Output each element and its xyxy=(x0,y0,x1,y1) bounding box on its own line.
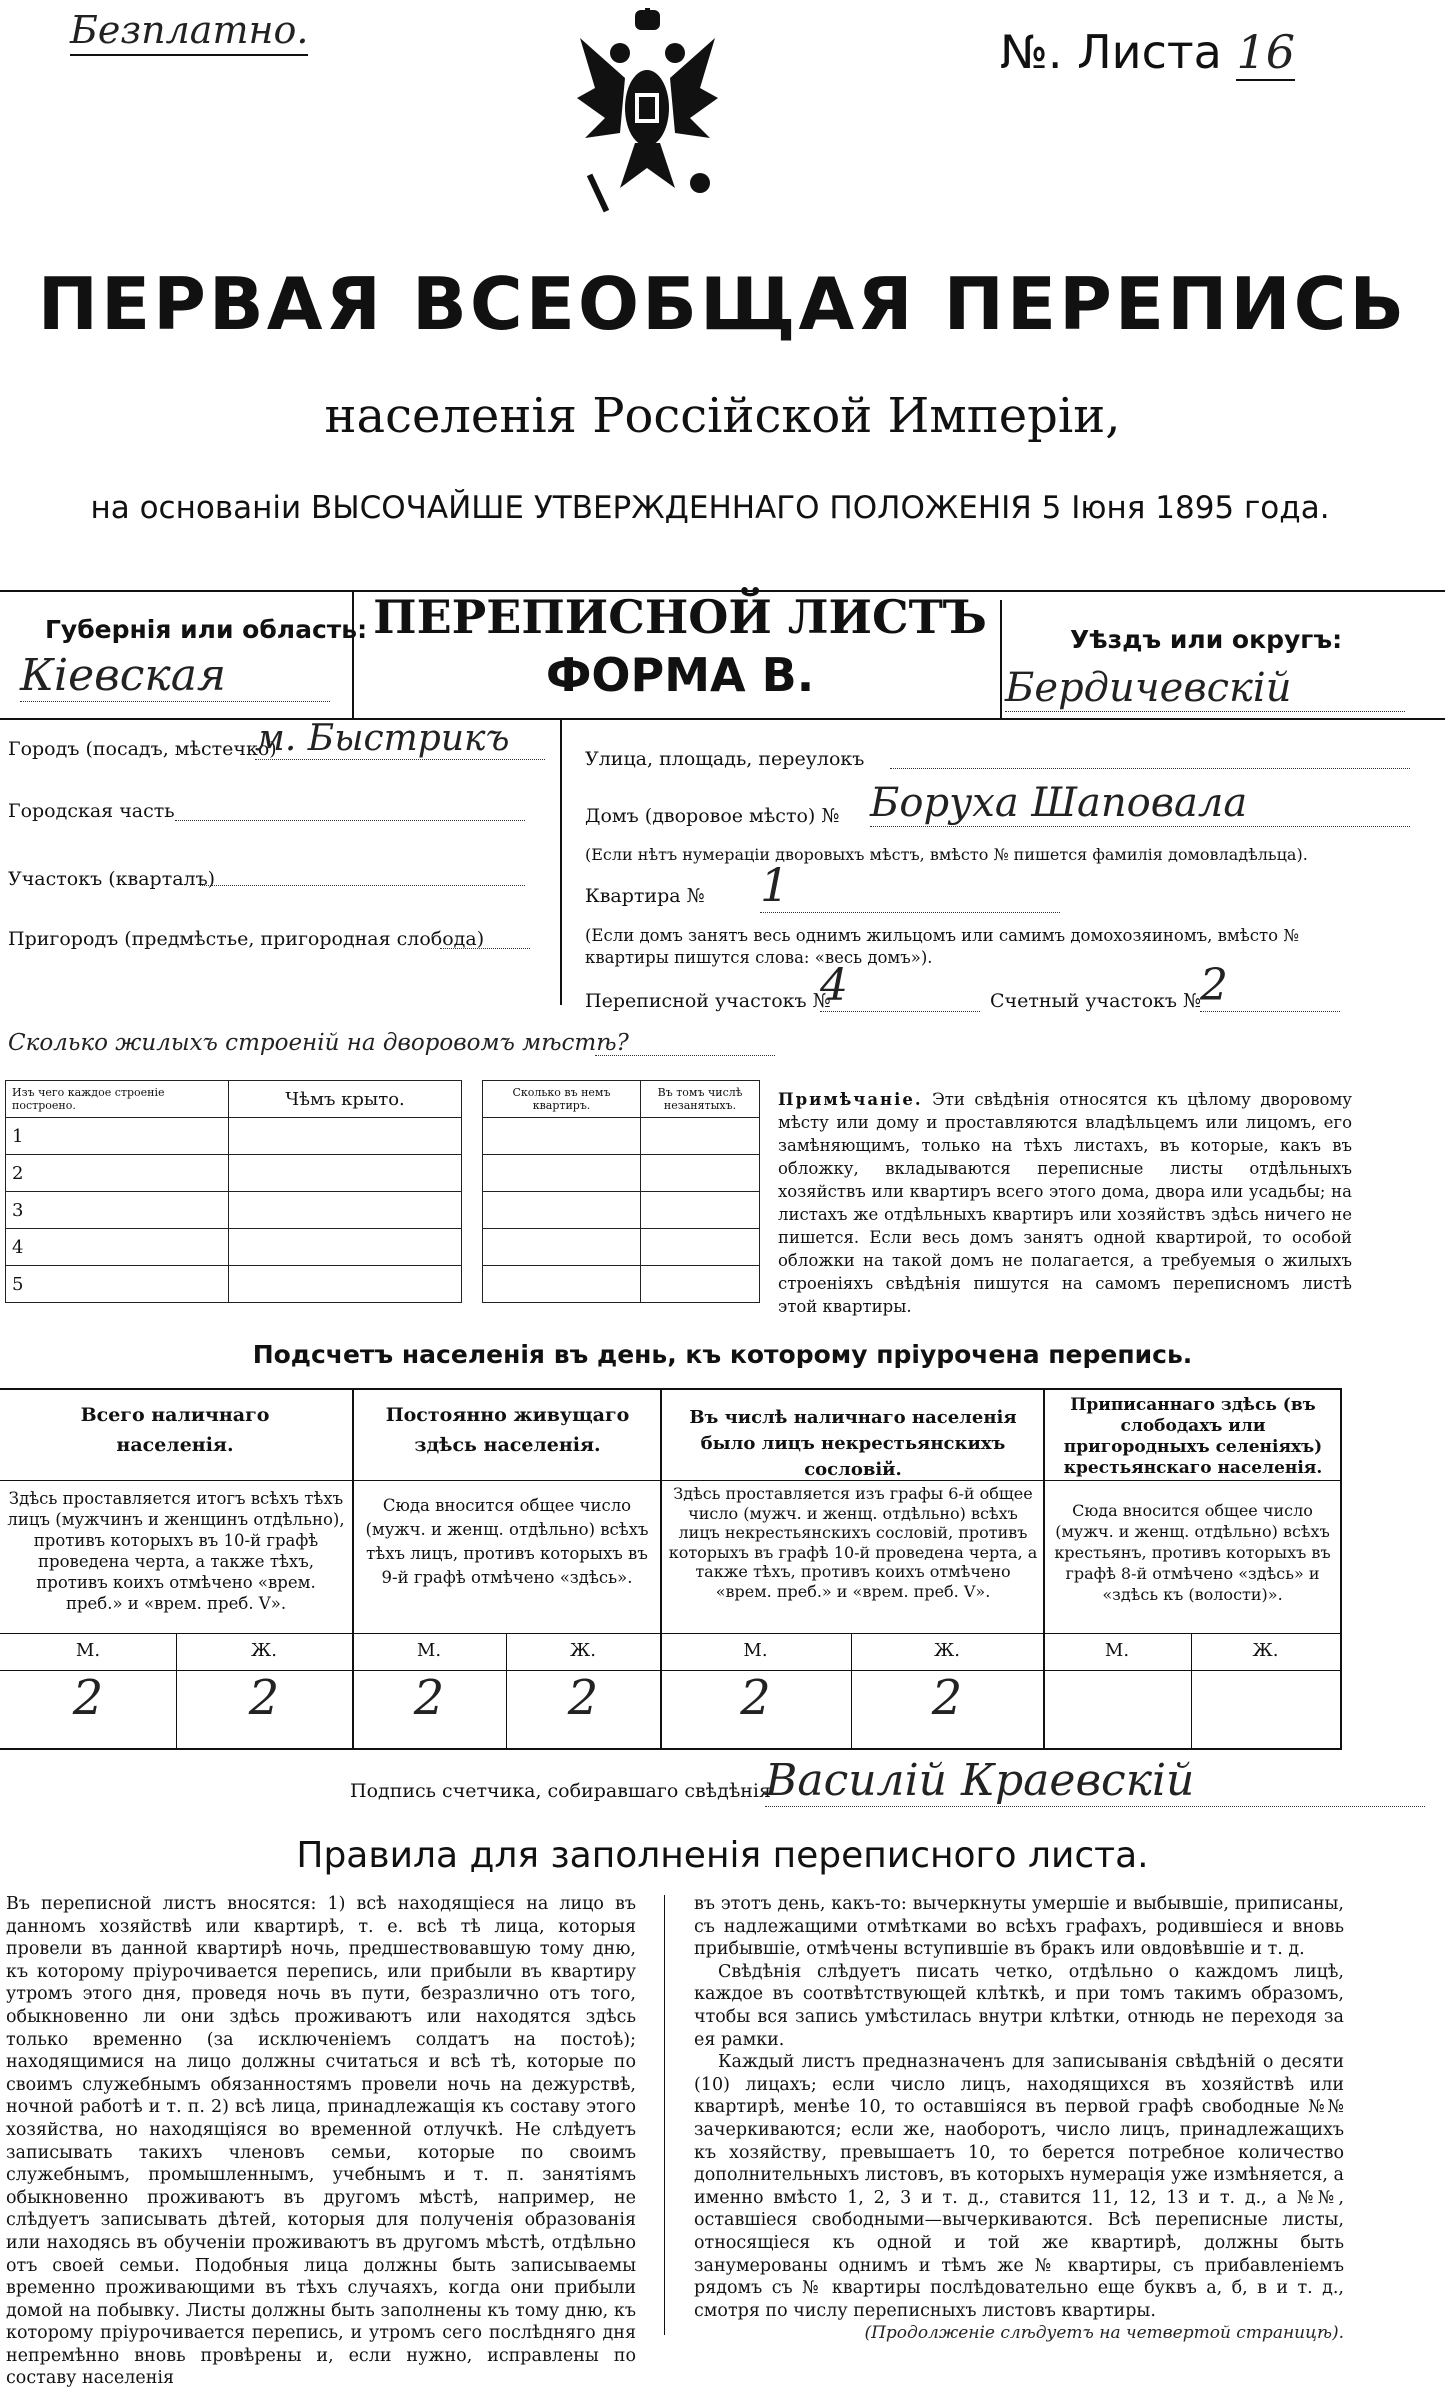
pop-col3-m-value: 2 xyxy=(740,1670,771,1726)
buildings-question: Сколько жилыхъ строеній на дворовомъ мѣстѣ? xyxy=(8,1030,629,1056)
pop-col3-zh-label: Ж. xyxy=(934,1640,960,1661)
pop-col4-header: Приписаннаго здѣсь (въ слободахъ или пригородныхъ селеніяхъ) крестьянскаго населенія. xyxy=(1063,1395,1323,1478)
pop-col2-zh-value: 2 xyxy=(567,1670,599,1726)
pop-col1-m-label: М. xyxy=(75,1640,101,1661)
form-type: ФОРМА В. xyxy=(545,648,815,702)
buildings-header-material: Изъ чего каждое строеніе построено. xyxy=(6,1081,229,1118)
pop-col1-desc: Здѣсь проставляется итогъ всѣхъ тѣхъ лицъ (мужчинъ и женщинъ отдѣльно), противъ которыхъ въ 10-й графѣ проведена черта, а также тѣхъ, противъ коихъ отмѣчено «врем. преб.» и «врем. преб. V». xyxy=(7,1489,345,1613)
counting-district-value: 2 xyxy=(1200,960,1340,1012)
province-label: Губернія или область: xyxy=(45,615,368,644)
buildings-header-roof: Чѣмъ крыто. xyxy=(229,1081,462,1118)
rules-continued: (Продолженіе слѣдуетъ на четвертой страницѣ). xyxy=(864,2323,1344,2344)
pop-col3-m-label: М. xyxy=(743,1640,768,1661)
pop-col1-zh-label: Ж. xyxy=(251,1640,277,1661)
pop-col3-desc: Здѣсь проставляется изъ графы 6-й общее число (мужч. и женщ. отдѣльно) всѣхъ лицъ некрестьянскихъ сословій, противъ которыхъ въ графѣ 10-й проведена черта, а также тѣхъ, противъ коихъ отмѣчено «врем. преб.» и «врем. преб. V». xyxy=(668,1484,1038,1601)
table-row: 5 xyxy=(6,1266,760,1303)
signature-label: Подпись счетчика, собиравшаго свѣдѣнія xyxy=(350,1780,771,1802)
table-row: 4 xyxy=(6,1229,760,1266)
apartment-label: Квартира № xyxy=(585,885,705,907)
table-row: 1 xyxy=(6,1118,760,1155)
pop-col3-header: Въ числѣ наличнаго населенія было лицъ некрестьянскихъ сословій. xyxy=(689,1407,1017,1480)
province-value: Кіевская xyxy=(20,650,330,702)
rules-right-p1: въ этотъ день, какъ-то: вычеркнуты умершіе и выбывшіе, приписаны, съ надлежащими отмѣтками во всѣхъ графахъ, родившіеся и вновь прибывшіе, отмѣчены вступившіе въ бракъ или овдовѣвшіе и т. д. xyxy=(694,1894,1344,1960)
free-label: Безплатно. xyxy=(70,8,308,56)
pop-col4-zh-label: Ж. xyxy=(1252,1640,1279,1661)
house-note: (Если нѣтъ нумераціи дворовыхъ мѣстъ, вмѣсто № пишется фамилія домовладѣльца). xyxy=(585,845,1308,864)
precinct-label: Участокъ (кварталъ) xyxy=(8,868,216,890)
city-value: м. Быстрикъ xyxy=(255,718,545,760)
sheet-number xyxy=(1000,25,1295,79)
census-title: ПЕРВАЯ ВСЕОБЩАЯ ПЕРЕПИСЬ xyxy=(37,262,1408,346)
district-label: Уѣздъ или округъ: xyxy=(1070,625,1343,654)
pop-col2-header: Постоянно живущаго здѣсь населенія. xyxy=(385,1404,630,1456)
pop-col3-zh-value: 2 xyxy=(931,1670,963,1726)
city-part-label: Городская часть xyxy=(8,800,175,822)
pop-col1-header: Всего наличнаго населенія. xyxy=(80,1404,270,1456)
suburb-label: Пригородъ (предмѣстье, пригородная слобода) xyxy=(8,928,485,950)
street-label: Улица, площадь, переулокъ xyxy=(585,748,865,770)
table-row: 2 xyxy=(6,1155,760,1192)
pop-col2-m-label: М. xyxy=(416,1640,442,1661)
district-value: Бердичевскій xyxy=(1005,665,1405,712)
house-label: Домъ (дворовое мѣсто) № xyxy=(585,805,840,827)
buildings-header-apartments: Сколько въ немъ квартиръ. xyxy=(483,1081,641,1118)
census-district-value: 4 xyxy=(820,960,980,1012)
sheet-number-value: 16 xyxy=(1236,25,1296,79)
pop-col1-zh-value: 2 xyxy=(248,1670,280,1726)
city-label: Городъ (посадъ, мѣстечко) xyxy=(8,738,277,760)
pop-col2-desc: Сюда вносится общее число (мужч. и женщ. отдѣльно) всѣхъ тѣхъ лицъ, противъ которыхъ въ 9-й графѣ отмѣчено «здѣсь». xyxy=(365,1496,649,1587)
census-district-label: Переписной участокъ № xyxy=(585,990,831,1012)
form-name: ПЕРЕПИСНОЙ ЛИСТЪ xyxy=(373,590,987,644)
imperial-eagle-emblem xyxy=(575,8,720,218)
pop-col2-m-value: 2 xyxy=(413,1670,445,1726)
census-subtitle: населенія Россійской Имперіи, xyxy=(324,388,1121,444)
buildings-header-vacant: Въ томъ числѣ незанятыхъ. xyxy=(641,1081,760,1118)
rules-left-column: Въ переписной листъ вносятся: 1) всѣ находящіеся на лицо въ данномъ хозяйствѣ или квартирѣ, т. е. всѣ тѣ лица, которыя провели въ данной квартирѣ ночь, предшествовавшую тому дню, къ которому пріурочивается перепись, или прибыли въ квартиру утромъ этого дня, проведя ночь въ пути, безразлично отъ того, обыкновенно ли они здѣсь проживаютъ или находятся здѣсь только временно (за исключеніемъ солдатъ на постоѣ); находящимися на лицо должны считаться и всѣ тѣ, которые по своимъ служебнымъ обязанностямъ провели ночь на дежурствѣ, ночной работѣ и т. п. 2) всѣ лица, принадлежащія къ составу этого хозяйства, но находящіяся во временной отлучкѣ. Не слѣдуетъ записывать такихъ членовъ семьи, которые по своимъ служебнымъ, промышленнымъ, учебнымъ и т. п. занятіямъ обыкновенно проживаютъ въ другомъ мѣстѣ, например, не слѣдуетъ записывать дѣтей, которыя для полученія образованія или находясь въ обученіи проживаютъ въ другомъ мѣстѣ, отдѣльно отъ своей семьи. Подобныя лица должны быть записываемы временно проживающими въ тѣхъ случаяхъ, когда они прибыли домой на побывку. Листы должны быть заполнены къ тому дню, къ которому пріурочивается перепись, и утромъ сего послѣдняго дня непремѣнно вновь провѣрены и, если нужно, исправлены по составу населенія xyxy=(6,1894,636,2389)
house-value: Боруха Шаповала xyxy=(870,780,1410,827)
apartment-value: 1 xyxy=(760,858,1060,913)
table-row: 3 xyxy=(6,1192,760,1229)
pop-col4-m-label: М. xyxy=(1104,1640,1130,1661)
pop-col1-m-value: 2 xyxy=(72,1670,104,1726)
sheet-number-label: №. Листа xyxy=(1000,25,1222,79)
signature-value: Василій Краевскій xyxy=(765,1755,1425,1807)
rules-right-p2: Свѣдѣнія слѣдуетъ писать четко, отдѣльно о каждомъ лицѣ, каждое въ соотвѣтствующей клѣткѣ, и при томъ такимъ образомъ, чтобы вся запись умѣстилась внутри клѣтки, отнюдь не переходя за ея рамки. xyxy=(694,1961,1344,2050)
rules-right-p3: Каждый листъ предназначенъ для записыванія свѣдѣній о десяти (10) лицахъ; если число лицъ, находящихся въ хозяйствѣ или квартирѣ, менѣе 10, то оставшіяся въ первой графѣ свободные №№ зачеркиваются; если же, наоборотъ, число лицъ, принадлежащихъ къ хозяйству, превышаетъ 10, то берется потребное количество дополнительныхъ листовъ, въ которыхъ нумерація уже измѣняется, а именно вмѣсто 1, 2, 3 и т. д., ставится 11, 12, 13 и т. д., а №№, оставшіеся свободными—вычеркиваются. Всѣ переписные листы, относящіеся къ одной и той же квартирѣ, должны быть занумерованы однимъ и тѣмъ же № квартиры, съ прибавленіемъ рядомъ съ № квартиры послѣдовательно еще буквъ а, б, в и т. д., смотря по числу переписныхъ листовъ квартиры. xyxy=(694,2052,1344,2321)
note-text: Эти свѣдѣнія относятся къ цѣлому дворовому мѣсту или дому и проставляются владѣльцемъ или лицомъ, его замѣняющимъ, только на тѣхъ листахъ, въ которые, какъ въ обложку, вкладываются переписные листы отдѣльныхъ хозяйствъ или квартиръ всего этого дома, двора или усадьбы; на листахъ же отдѣльныхъ квартиръ или хозяйствъ здѣсь ничего не пишется. Если весь домъ занятъ одной квартирой, то особой обложки на такой домъ не полагается, а требуемыя о жилыхъ строеніяхъ свѣдѣнія пишутся на самомъ переписномъ листѣ этой квартиры. xyxy=(778,1090,1352,1316)
note-title: Примѣчаніе. xyxy=(778,1090,923,1109)
population-title: Подсчетъ населенія въ день, къ которому пріурочена перепись. xyxy=(252,1340,1193,1369)
rules-title: Правила для заполненія переписного листа. xyxy=(296,1835,1149,1876)
rules-right-column xyxy=(694,1893,1344,2345)
buildings-note xyxy=(778,1088,1352,1318)
census-basis: на основаніи ВЫСОЧАЙШЕ УТВЕРЖДЕННАГО ПОЛОЖЕНІЯ 5 Іюня 1895 года. xyxy=(90,490,1330,526)
apartment-note: (Если домъ занятъ весь однимъ жильцомъ или самимъ домохозяиномъ, вмѣсто № квартиры пишутся слова: «весь домъ»). xyxy=(585,926,1299,967)
buildings-table xyxy=(5,1080,760,1303)
pop-col4-desc: Сюда вносится общее число (мужч. и женщ. отдѣльно) всѣхъ крестьянъ, противъ которыхъ въ графѣ 8-й отмѣчено «здѣсь» и «здѣсь къ (волости)». xyxy=(1054,1501,1331,1604)
pop-col2-zh-label: Ж. xyxy=(570,1640,596,1661)
counting-district-label: Счетный участокъ № xyxy=(990,990,1201,1012)
